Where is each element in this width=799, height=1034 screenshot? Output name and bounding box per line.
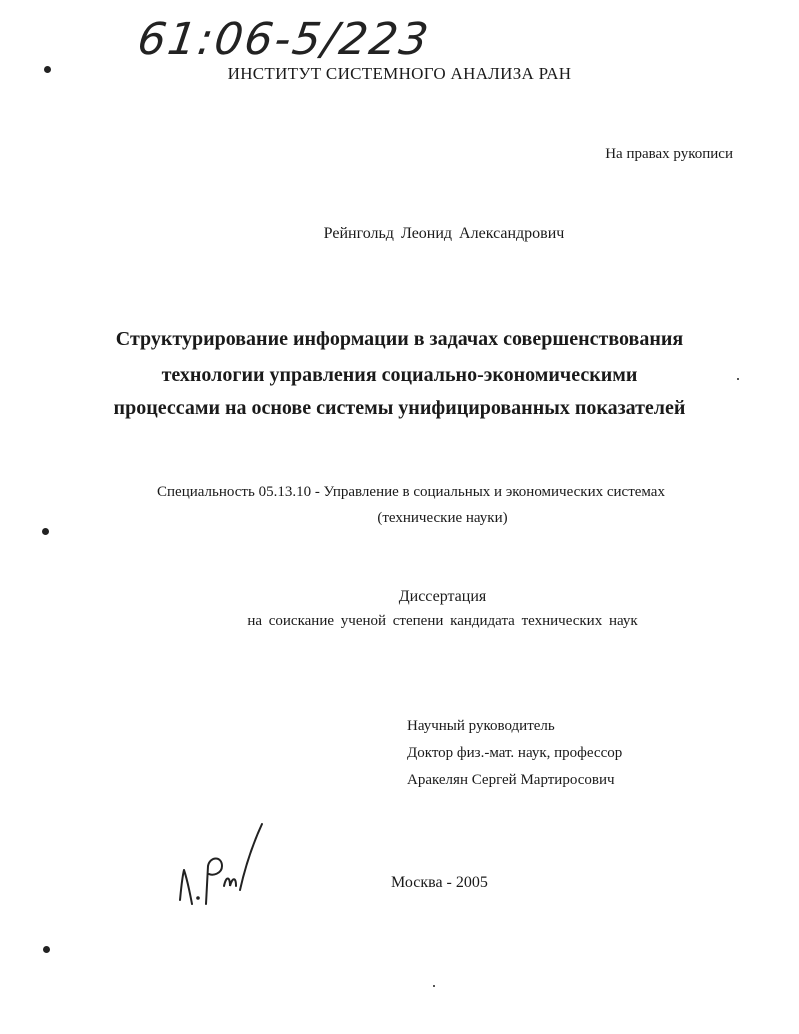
dissertation-label: Диссертация [398,588,487,605]
dissertation-purpose: на соискание ученой степени кандидата технических наук [247,613,638,629]
title-line-1: Структурирование информации в задачах совершенствования [115,328,684,350]
specialty-line: Специальность 05.13.10 - Управление в социальных и экономических системах [157,484,665,500]
advisor-label: Научный руководитель [407,718,555,734]
advisor-degree: Доктор физ.-мат. наук, профессор [407,745,623,761]
institute-name: ИНСТИТУТ СИСТЕМНОГО АНАЛИЗА РАН [227,64,572,83]
city-and-year: Москва - 2005 [391,874,488,891]
binding-hole-mark [42,528,49,535]
specialty-field: (технические науки) [377,510,508,526]
rights-note: На правах рукописи [605,146,733,162]
author-name: Рейнгольд Леонид Александрович [323,225,565,242]
advisor-name: Аракелян Сергей Мартиросович [407,772,615,788]
title-line-3: процессами на основе системы унифицированных показателей [113,397,686,419]
handwritten-archive-number: 61:06-5/223 [134,14,434,65]
scan-speck [433,985,435,987]
handwritten-signature [172,820,272,910]
binding-hole-mark [43,946,50,953]
title-line-2: технологии управления социально-экономическими [161,364,638,386]
